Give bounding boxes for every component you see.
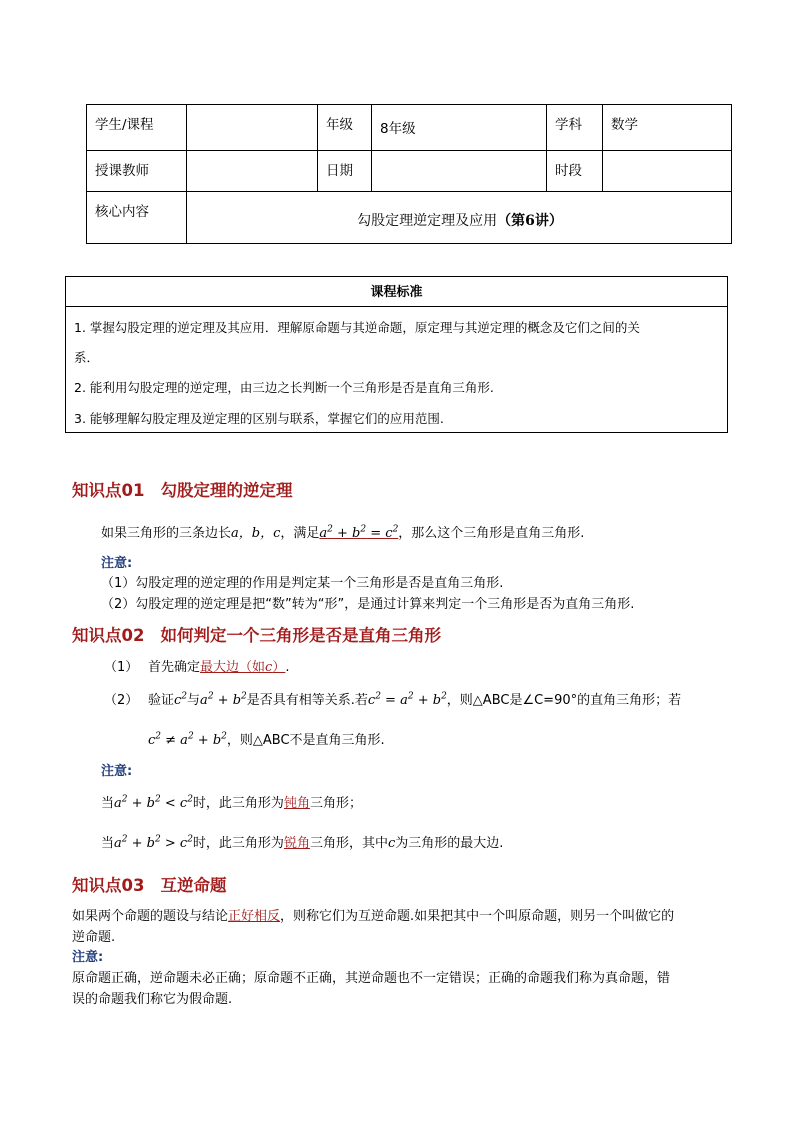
kp3-paragraph-cont: 逆命题. [72, 930, 116, 945]
kp2-heading [72, 622, 441, 646]
standard-item-2: 2. 能利用勾股定理的逆定理，由三边之长判断一个三角形是否是直角三角形. [74, 380, 494, 395]
core-lecture: （第6讲） [497, 212, 563, 229]
student-value [187, 105, 318, 151]
standard-item-1-cont: 系． [74, 350, 100, 365]
kp2-note-obtuse: 当$a^2 + b^2 < c^2$时，此三角形为钝角三角形； [101, 794, 362, 811]
standard-item-1: 1. 掌握勾股定理的逆定理及其应用．理解原命题与其逆命题，原定理与其逆定理的概念及它们之间的关 [74, 320, 640, 335]
date-label: 日期 [318, 150, 372, 192]
kp2-step-2: （2） 验证$c^2$与$a^2 + b^2$是否具有相等关系.若$c^2 = a^2 + b^2$，则△ABC是∠C=90°的直角三角形；若 [104, 691, 682, 708]
subject-value: 数学 [603, 105, 732, 151]
core-content [187, 192, 732, 244]
kp1-title: 勾股定理的逆定理 [160, 481, 293, 500]
kp3-note-2: 误的命题我们称它为假命题. [72, 992, 233, 1007]
period-value [603, 150, 732, 192]
kp1-note-1: （1）勾股定理的逆定理的作用是判定某一个三角形是否是直角三角形. [101, 576, 504, 591]
info-table [86, 104, 732, 244]
kp3-title: 互逆命题 [160, 876, 227, 895]
subject-label: 学科 [547, 105, 603, 151]
kp3-note-label: 注意: [72, 950, 104, 965]
period-label: 时段 [547, 150, 603, 192]
standard-item-3: 3. 能够理解勾股定理及逆定理的区别与联系，掌握它们的应用范围. [74, 411, 444, 426]
grade-value: 8年级 [372, 105, 547, 151]
kp1-heading [72, 477, 292, 501]
kp2-number: 知识点02 [72, 626, 145, 645]
grade-label: 年级 [318, 105, 372, 151]
teacher-label: 授课教师 [87, 150, 187, 192]
standards-title: 课程标准 [66, 277, 727, 307]
kp1-number: 知识点01 [72, 481, 145, 500]
kp1-paragraph: 如果三角形的三条边长a，b，c，满足$a^2 + b^2 = c^2$，那么这个三角形是直角三角形. [101, 524, 585, 541]
kp3-note-1: 原命题正确，逆命题未必正确；原命题不正确，其逆命题也不一定错误；正确的命题我们称为真命题，错 [72, 971, 671, 986]
kp2-note-acute: 当$a^2 + b^2 > c^2$时，此三角形为锐角三角形，其中c为三角形的最大边. [101, 834, 504, 851]
core-label: 核心内容 [87, 192, 187, 244]
teacher-value [187, 150, 318, 192]
kp3-heading [72, 872, 226, 896]
kp1-note-2: （2）勾股定理的逆定理是把“数”转为“形”，是通过计算来判定一个三角形是否为直角三角形. [101, 597, 635, 612]
date-value [372, 150, 547, 192]
kp1-note-label: 注意: [101, 556, 133, 571]
course-standards [65, 276, 728, 433]
student-label: 学生/课程 [87, 105, 187, 151]
pythagorean-equation: $a^2 + b^2 = c^2$ [319, 524, 399, 541]
kp2-step-2-cont: $c^2 \ne a^2 + b^2$，则△ABC不是直角三角形. [148, 731, 385, 748]
kp2-step-1: （1） 首先确定最大边（如c）. [104, 660, 290, 675]
kp2-note-label: 注意: [101, 764, 133, 779]
kp3-paragraph: 如果两个命题的题设与结论正好相反，则称它们为互逆命题.如果把其中一个叫原命题，则另一个叫做它的 [72, 909, 675, 924]
core-title: 勾股定理逆定理及应用 [357, 212, 498, 229]
kp2-title: 如何判定一个三角形是否是直角三角形 [160, 626, 441, 645]
kp3-number: 知识点03 [72, 876, 145, 895]
